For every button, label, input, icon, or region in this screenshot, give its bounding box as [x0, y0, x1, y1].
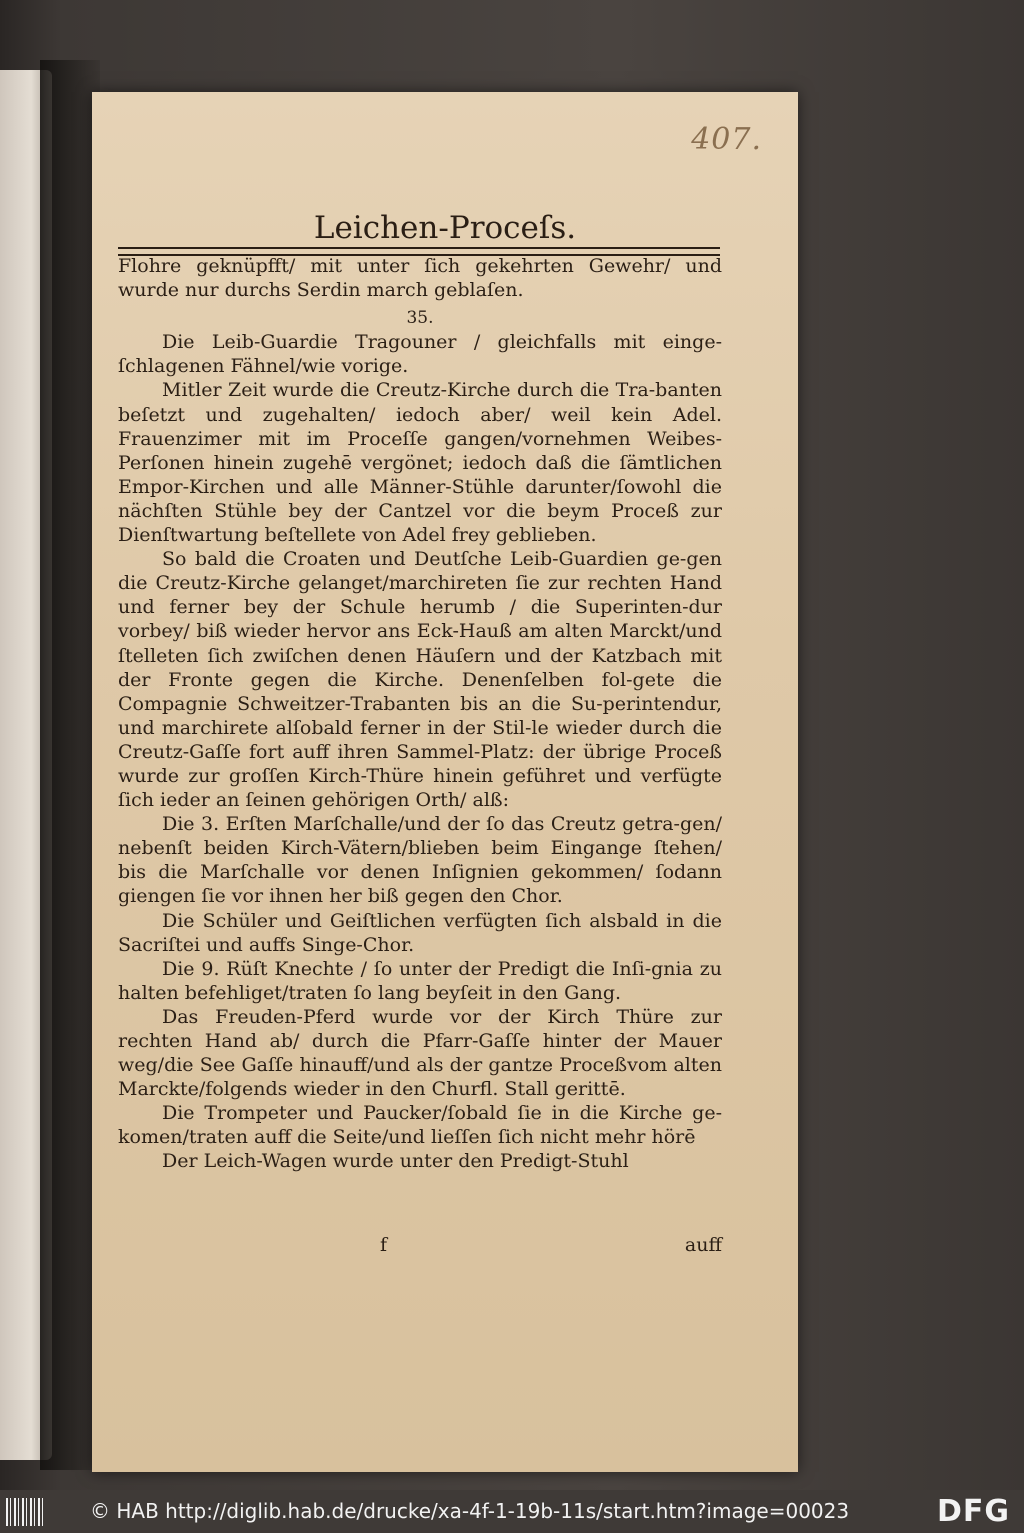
- paragraph: Mitler Zeit wurde die Creutz-Kirche durch die Tra-banten beſetzt und zugehalten/ iedoch aber/ weil kein Adel. Frauenzimer mit im Proceſſe gangen/vornehmen Weibes-Perſonen hinein zugehē vergönet; iedoch daß die ſämtlichen Empor-Kirchen und alle Männer-Stühle darunter/ſowohl die nächſten Stühle bey der Cantzel vor die beym Proceß zur Dienſtwartung beſtellete von Adel frey geblieben.: [118, 379, 722, 547]
- paragraph: Das Freuden-Pferd wurde vor der Kirch Thüre zur rechten Hand ab/ durch die Pfarr-Gaſſe hinter der Mauer weg/die See Gaſſe hinauff/und als der gantze Proceßvom alten Marckte/folgends wieder in den Churfl. Stall gerittē.: [118, 1005, 722, 1101]
- running-head: Leichen-Proceſs.: [313, 210, 577, 246]
- catchword: auff: [684, 1234, 722, 1256]
- text-block: [118, 254, 722, 1174]
- dfg-logo: DFG: [936, 1494, 1010, 1529]
- book-spine-shadow: [40, 60, 100, 1470]
- signature-mark: f: [380, 1234, 388, 1256]
- page-bottom-marks: [118, 1234, 722, 1258]
- paragraph: Die Leib-Guardie Tragouner / gleichfalls mit einge-ſchlagenen Fähnel/wie vorige.: [118, 331, 722, 378]
- viewer-footer: [0, 1490, 1024, 1533]
- source-credit-link[interactable]: © HAB http://diglib.hab.de/drucke/xa-4f-1-19b-11s/start.htm?image=00023: [90, 1499, 850, 1523]
- paragraph: Die 9. Rüſt Knechte / ſo unter der Predigt die Inſi-gnia zu halten befehliget/traten ſo lang beyſeit in den Gang.: [118, 957, 722, 1004]
- hab-barcode-icon: [6, 1498, 46, 1526]
- paragraph: Der Leich-Wagen wurde unter den Predigt-Stuhl: [162, 1150, 629, 1173]
- paragraph: Flohre geknüpfft/ mit unter ſich gekehrten Gewehr/ und wurde nur durchs Serdin march geblaſen.: [118, 255, 722, 302]
- paragraph: So bald die Croaten und Deutſche Leib-Guardien ge-gen die Creutz-Kirche gelanget/marchireten ſie zur rechten Hand und ferner bey der Schule herumb / die Superinten-dur vorbey/ biß wieder hervor ans Eck-Hauß am alten Marckt/und ſtelleten ſich zwiſchen denen Häuſern und der Katzbach mit der Fronte gegen die Kirche. Denenſelben fol-gete die Compagnie Schweitzer-Trabanten bis an die Su-perintendur, und marchirete alſobald ferner in der Stil-le wieder durch die Creutz-Gaſſe fort auff ihren Sammel-Platz: der übrige Proceß wurde zur groſſen Kirch-Thüre hinein geführet und verfügte ſich ieder an ſeinen gehörigen Orth/ alß:: [118, 548, 722, 812]
- folio-number: 407.: [691, 122, 762, 157]
- section-number: 35.: [406, 308, 434, 329]
- book-page: [92, 92, 798, 1472]
- paragraph: Die Trompeter und Paucker/ſobald ſie in die Kirche ge-komen/traten auff die Seite/und lieſſen ſich nicht mehr hörē: [118, 1102, 722, 1149]
- paragraph: Die 3. Erſten Marſchalle/und der ſo das Creutz getra-gen/ nebenſt beiden Kirch-Vätern/blieben beim Eingange ſtehen/ bis die Marſchalle vor denen Inſignien gekommen/ ſodann giengen ſie vor ihnen her biß gegen den Chor.: [118, 813, 722, 908]
- paragraph: Die Schüler und Geiſtlichen verfügten ſich alsbald in die Sacriſtei und auffs Singe-Chor.: [118, 909, 722, 956]
